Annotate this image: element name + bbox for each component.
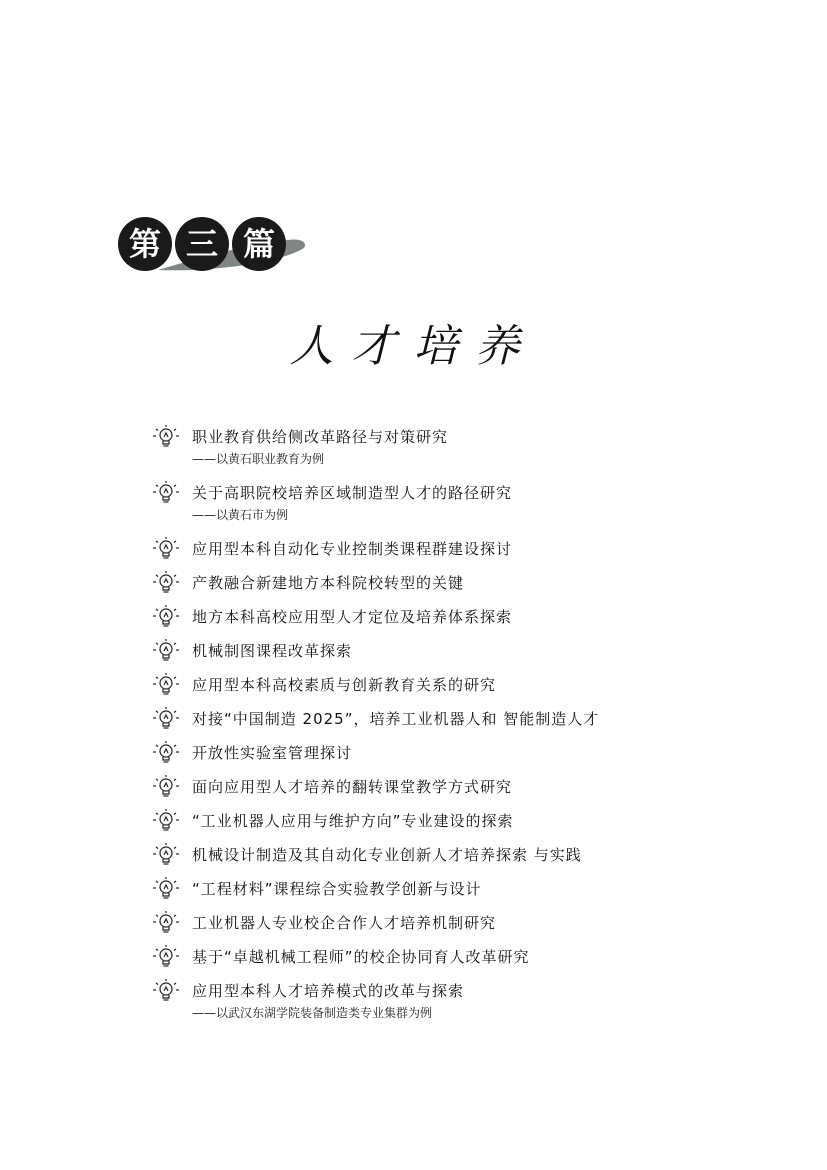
- lightbulb-icon: [150, 706, 182, 732]
- lightbulb-icon: [150, 672, 182, 698]
- lightbulb-icon: [150, 978, 182, 1004]
- toc-item-title: 对接“中国制造 2025”，培养工业机器人和 智能制造人才: [192, 710, 600, 728]
- toc-item-title: 应用型本科人才培养模式的改革与探索: [192, 982, 465, 1000]
- part-char-2: 三: [175, 217, 229, 271]
- toc-item-title: 开放性实验室管理探讨: [192, 744, 353, 762]
- lightbulb-icon: [150, 480, 182, 506]
- toc-item-title: “工业机器人应用与维护方向”专业建设的探索: [192, 812, 514, 830]
- part-title: 人才培养: [289, 321, 538, 372]
- lightbulb-icon: [150, 536, 182, 562]
- lightbulb-icon: [150, 740, 182, 766]
- lightbulb-icon: [150, 910, 182, 936]
- lightbulb-icon: [150, 638, 182, 664]
- toc-item-title: 工业机器人专业校企合作人才培养机制研究: [192, 914, 497, 932]
- lightbulb-icon: [150, 876, 182, 902]
- lightbulb-icon: [150, 570, 182, 596]
- toc-item-title: 应用型本科自动化专业控制类课程群建设探讨: [192, 540, 513, 558]
- part-char-3: 篇: [232, 217, 286, 271]
- toc-item-subtitle: ——以黄石市为例: [192, 508, 289, 522]
- toc-item-title: 地方本科高校应用型人才定位及培养体系探索: [192, 608, 513, 626]
- toc-item-title: 应用型本科高校素质与创新教育关系的研究: [192, 676, 497, 694]
- toc-item-title: 面向应用型人才培养的翻转课堂教学方式研究: [192, 778, 513, 796]
- toc-item-title: 机械设计制造及其自动化专业创新人才培养探索 与实践: [192, 846, 582, 864]
- toc-item-title: 关于高职院校培养区域制造型人才的路径研究: [192, 484, 513, 502]
- lightbulb-icon: [150, 944, 182, 970]
- toc-item-subtitle: ——以黄石职业教育为例: [192, 452, 325, 466]
- part-char-1: 第: [118, 217, 172, 271]
- toc-item-title: 基于“卓越机械工程师”的校企协同育人改革研究: [192, 948, 530, 966]
- lightbulb-icon: [150, 424, 182, 450]
- part-badge: [118, 214, 308, 274]
- toc-item-title: “工程材料”课程综合实验教学创新与设计: [192, 880, 482, 898]
- lightbulb-icon: [150, 604, 182, 630]
- lightbulb-icon: [150, 808, 182, 834]
- toc-item-title: 产教融合新建地方本科院校转型的关键: [192, 574, 465, 592]
- lightbulb-icon: [150, 774, 182, 800]
- toc-item-subtitle: ——以武汉东湖学院装备制造类专业集群为例: [192, 1006, 433, 1020]
- toc-item-title: 机械制图课程改革探索: [192, 642, 353, 660]
- lightbulb-icon: [150, 842, 182, 868]
- toc-item-title: 职业教育供给侧改革路径与对策研究: [192, 428, 449, 446]
